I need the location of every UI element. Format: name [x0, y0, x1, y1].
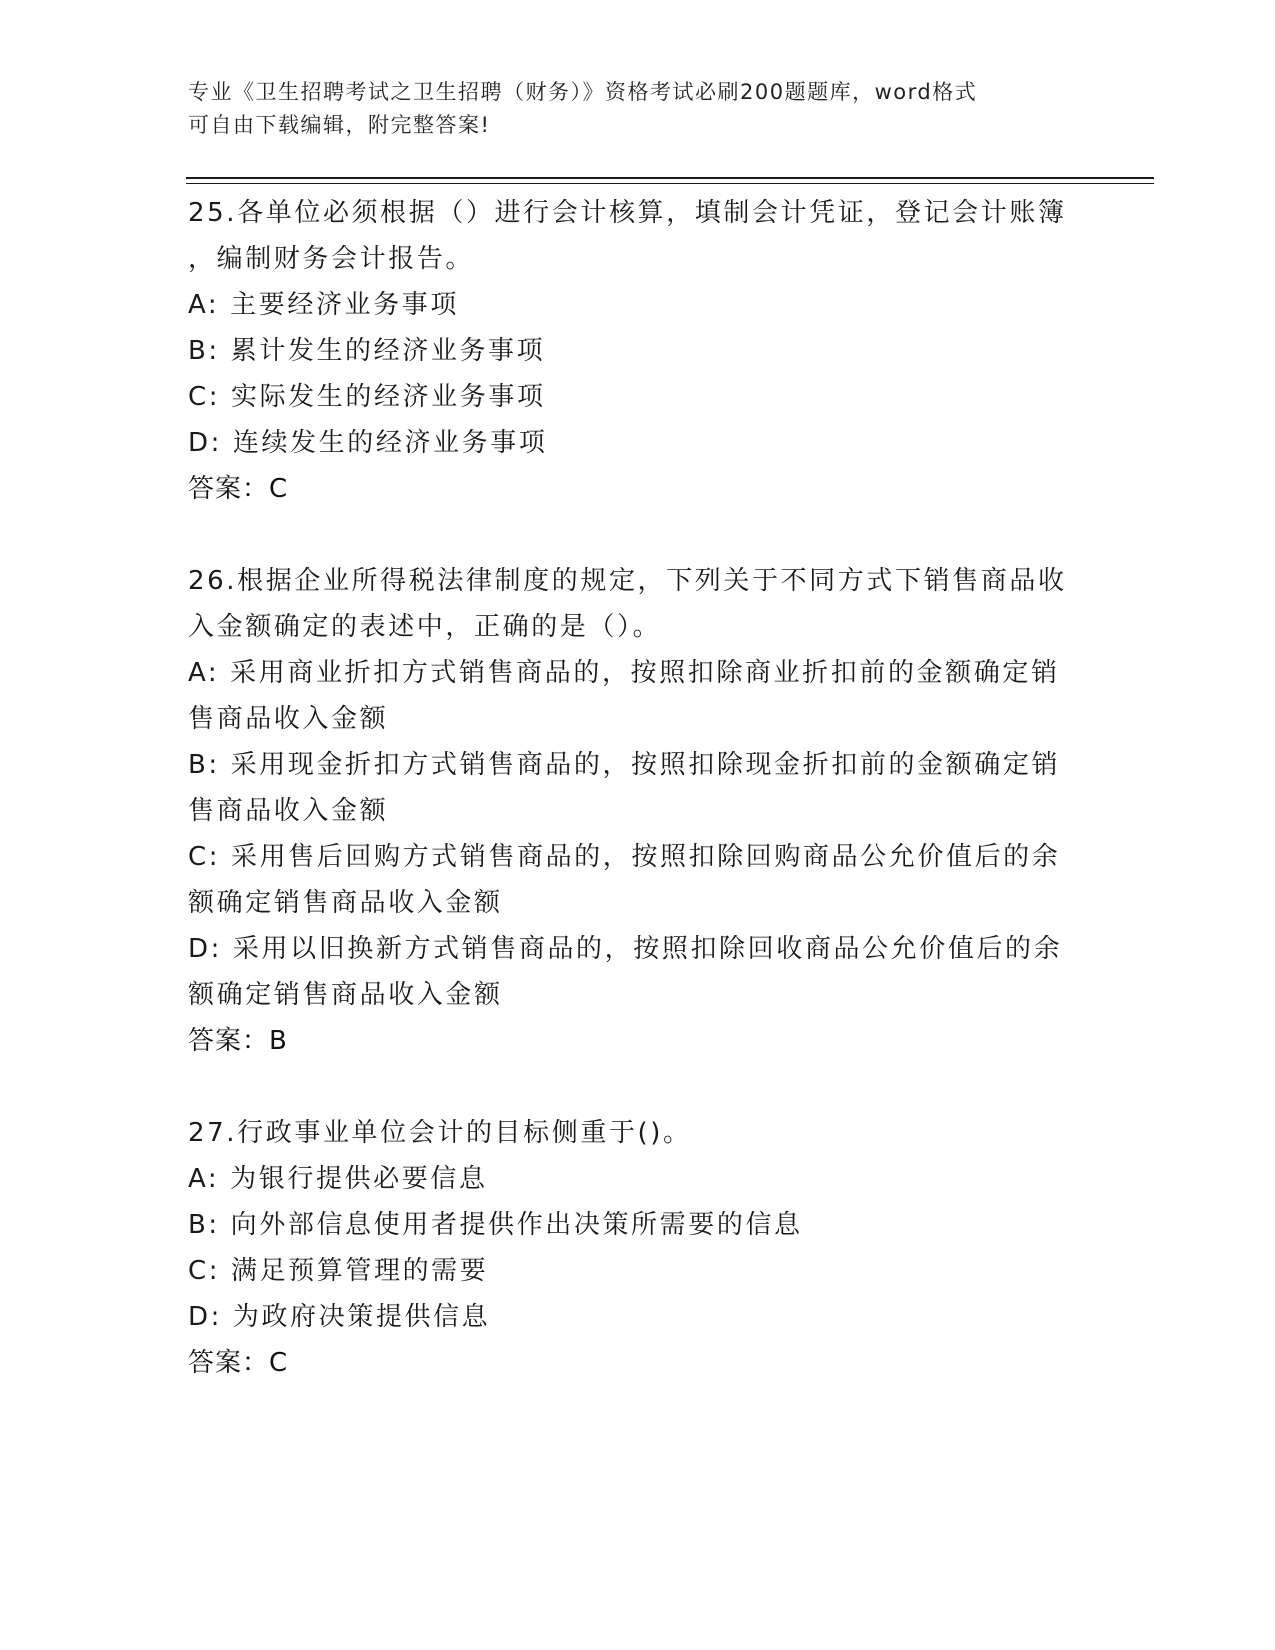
option-c: C: 采用售后回购方式销售商品的，按照扣除回购商品公允价值后的余 [188, 842, 1061, 872]
option-c: C: 满足预算管理的需要 [188, 1256, 489, 1286]
option-b-continued: 售商品收入金额 [188, 796, 389, 826]
option-a: A: 为银行提供必要信息 [188, 1164, 488, 1194]
question-stem-line: 入金额确定的表述中，正确的是（）。 [188, 612, 662, 642]
option-b: B: 向外部信息使用者提供作出决策所需要的信息 [188, 1210, 803, 1240]
question-list [188, 190, 1088, 1432]
option-d: D: 为政府决策提供信息 [188, 1302, 491, 1332]
header-line-2: 可自由下载编辑，附完整答案! [188, 113, 491, 137]
answer-text: 答案：C [188, 474, 289, 504]
option-c-continued: 额确定销售商品收入金额 [188, 888, 503, 918]
question-stem-line: 25.各单位必须根据（）进行会计核算，填制会计凭证，登记会计账簿 [188, 198, 1067, 228]
header-divider-thin [186, 183, 1154, 184]
question-stem-line: 27.行政事业单位会计的目标侧重于()。 [188, 1118, 692, 1148]
answer-text: 答案：B [188, 1026, 288, 1056]
question-stem-line: ，编制财务会计报告。 [188, 244, 475, 274]
question-27 [188, 1110, 1088, 1386]
option-b: B: 累计发生的经济业务事项 [188, 336, 546, 366]
option-d-continued: 额确定销售商品收入金额 [188, 980, 503, 1010]
option-a: A: 采用商业折扣方式销售商品的，按照扣除商业折扣前的金额确定销 [188, 658, 1060, 688]
option-b: B: 采用现金折扣方式销售商品的，按照扣除现金折扣前的金额确定销 [188, 750, 1061, 780]
question-26 [188, 558, 1088, 1064]
option-d: D: 采用以旧换新方式销售商品的，按照扣除回收商品公允价值后的余 [188, 934, 1063, 964]
option-a-continued: 售商品收入金额 [188, 704, 389, 734]
question-25 [188, 190, 1088, 512]
answer-text: 答案：C [188, 1348, 289, 1378]
header-divider-thick [186, 177, 1154, 179]
option-a: A: 主要经济业务事项 [188, 290, 459, 320]
option-d: D: 连续发生的经济业务事项 [188, 428, 548, 458]
question-stem-line: 26.根据企业所得税法律制度的规定，下列关于不同方式下销售商品收 [188, 566, 1067, 596]
option-c: C: 实际发生的经济业务事项 [188, 382, 546, 412]
header-line-1: 专业《卫生招聘考试之卫生招聘（财务）》资格考试必刷200题题库，word格式 [188, 80, 978, 104]
document-header [188, 76, 1068, 142]
